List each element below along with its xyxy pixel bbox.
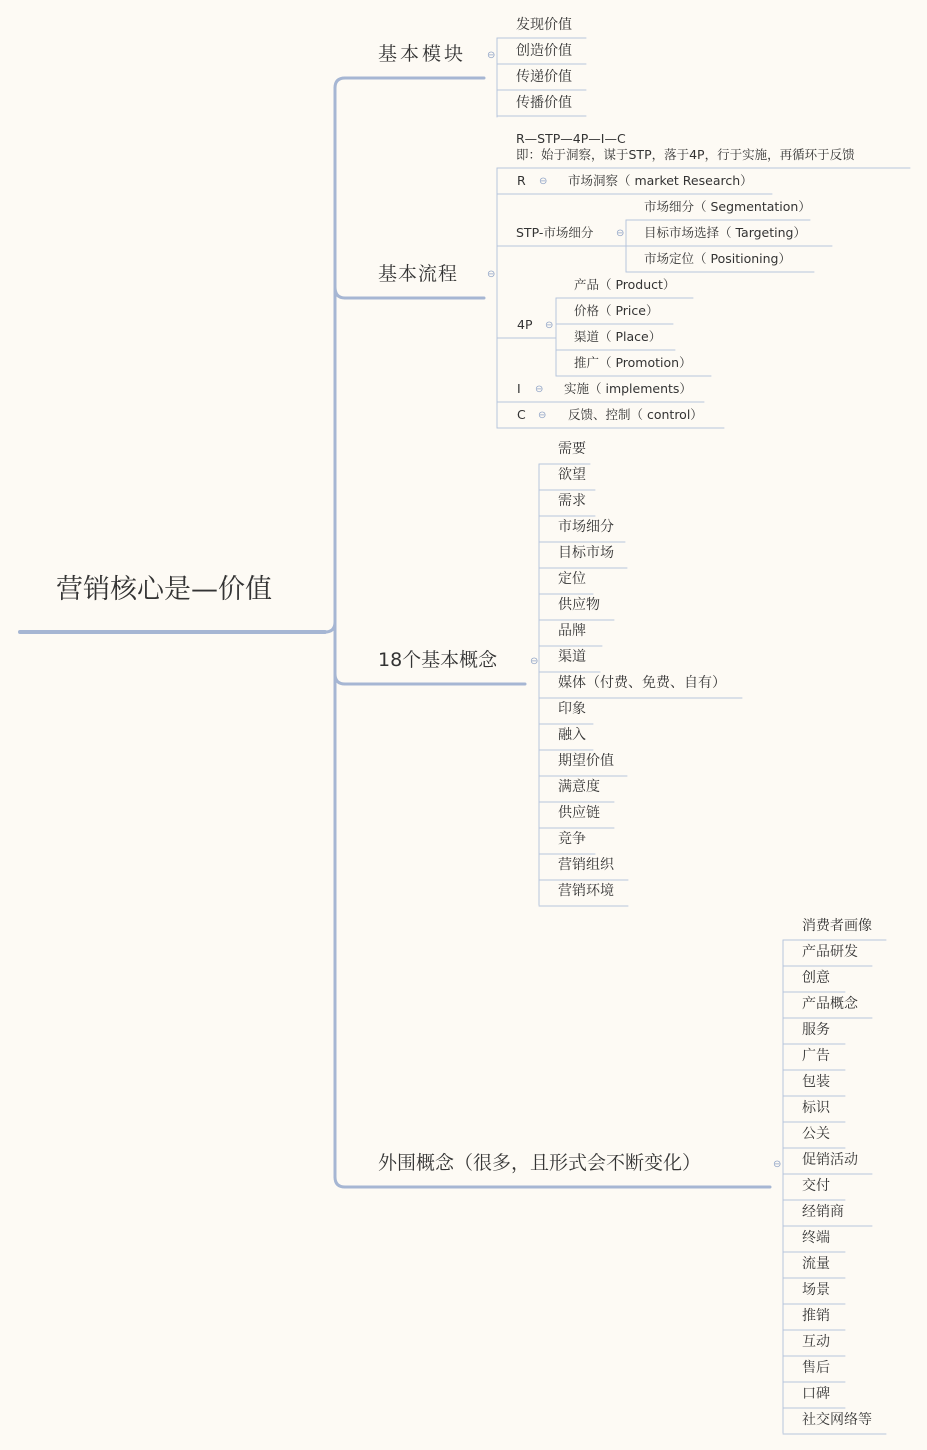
external-item[interactable]: 广告 [802,1048,830,1064]
concept-item[interactable]: 品牌 [558,623,586,639]
branch-basic-process[interactable]: 基本流程 [378,263,459,285]
external-item[interactable]: 包装 [802,1074,830,1090]
external-item[interactable]: 产品概念 [802,996,858,1012]
external-item[interactable]: 经销商 [802,1204,844,1220]
external-item[interactable]: 服务 [802,1022,830,1038]
concept-item[interactable]: 供应链 [558,805,600,821]
concept-item[interactable]: 供应物 [558,597,600,613]
connector-curve [335,287,345,298]
process-key-i[interactable]: I [517,381,521,396]
stp-item[interactable]: 市场细分（ Segmentation） [644,199,811,214]
external-item[interactable]: 标识 [802,1100,830,1116]
module-item[interactable]: 传递价值 [516,69,572,85]
concept-item[interactable]: 期望价值 [558,753,614,769]
external-item[interactable]: 流量 [802,1256,830,1272]
collapse-minus-icon[interactable]: ⊖ [539,176,548,187]
collapse-minus-icon[interactable]: ⊖ [616,228,625,239]
collapse-minus-icon[interactable]: ⊖ [535,384,544,395]
external-item[interactable]: 场景 [802,1282,830,1298]
concept-item[interactable]: 满意度 [558,779,600,795]
external-item[interactable]: 终端 [802,1230,830,1246]
concept-item[interactable]: 营销组织 [558,857,614,873]
collapse-minus-icon[interactable]: ⊖ [487,269,496,280]
root-topic[interactable]: 营销核心是—价值 [56,574,272,605]
module-item[interactable]: 创造价值 [516,43,572,59]
concept-item[interactable]: 印象 [558,701,586,717]
concept-item[interactable]: 融入 [558,727,586,743]
external-item[interactable]: 推销 [802,1308,830,1324]
concept-item[interactable]: 欲望 [558,467,586,483]
branch-basic-module[interactable]: 基本模块 [378,43,467,65]
concept-item[interactable]: 定位 [558,571,586,587]
fourp-item[interactable]: 产品（ Product） [574,277,676,292]
collapse-minus-icon[interactable]: ⊖ [530,656,539,667]
connector-curve [335,674,345,684]
concept-item[interactable]: 需求 [558,493,586,509]
collapse-minus-icon[interactable]: ⊖ [773,1159,782,1170]
external-item[interactable]: 交付 [802,1178,830,1194]
process-c-value[interactable]: 反馈、控制（ control） [568,407,703,422]
collapse-minus-icon[interactable]: ⊖ [538,410,547,421]
concept-item[interactable]: 需要 [558,441,586,457]
branch-external-concepts[interactable]: 外围概念（很多，且形式会不断变化） [378,1152,702,1174]
process-note-description: 即：始于洞察，谋于STP，落于4P，行于实施，再循环于反馈 [516,147,855,162]
process-note-formula: R—STP—4P—I—C [516,131,626,146]
external-item[interactable]: 促销活动 [802,1152,858,1168]
collapse-minus-icon[interactable]: ⊖ [487,50,496,61]
external-item[interactable]: 产品研发 [802,944,858,960]
external-item[interactable]: 消费者画像 [802,918,872,934]
stp-item[interactable]: 目标市场选择（ Targeting） [644,225,806,240]
module-item[interactable]: 传播价值 [516,95,572,111]
external-item[interactable]: 公关 [802,1126,830,1142]
external-item[interactable]: 创意 [802,970,830,986]
collapse-minus-icon[interactable]: ⊖ [545,320,554,331]
external-item[interactable]: 售后 [802,1360,830,1376]
concept-item[interactable]: 渠道 [558,649,586,665]
concept-item[interactable]: 市场细分 [558,519,614,535]
fourp-item[interactable]: 价格（ Price） [574,303,659,318]
concept-item[interactable]: 媒体（付费、免费、自有） [558,675,726,691]
module-item[interactable]: 发现价值 [516,17,572,33]
process-key-stp[interactable]: STP-市场细分 [516,225,594,240]
concept-item[interactable]: 目标市场 [558,545,614,561]
process-key-c[interactable]: C [517,407,526,422]
branch-18-concepts[interactable]: 18个基本概念 [378,649,498,671]
concept-item[interactable]: 营销环境 [558,883,614,899]
concept-item[interactable]: 竞争 [558,831,586,847]
connector-curve [335,1177,345,1187]
external-item[interactable]: 社交网络等 [802,1412,872,1428]
stp-item[interactable]: 市场定位（ Positioning） [644,251,791,266]
process-key-4p[interactable]: 4P [517,317,533,332]
fourp-item[interactable]: 推广（ Promotion） [574,355,692,370]
fourp-item[interactable]: 渠道（ Place） [574,329,662,344]
connector-curve [335,78,345,88]
external-item[interactable]: 互动 [802,1334,830,1350]
process-r-value[interactable]: 市场洞察（ market Research） [568,173,753,188]
process-i-value[interactable]: 实施（ implements） [564,381,692,396]
external-item[interactable]: 口碑 [802,1386,830,1402]
process-key-r[interactable]: R [517,173,526,188]
